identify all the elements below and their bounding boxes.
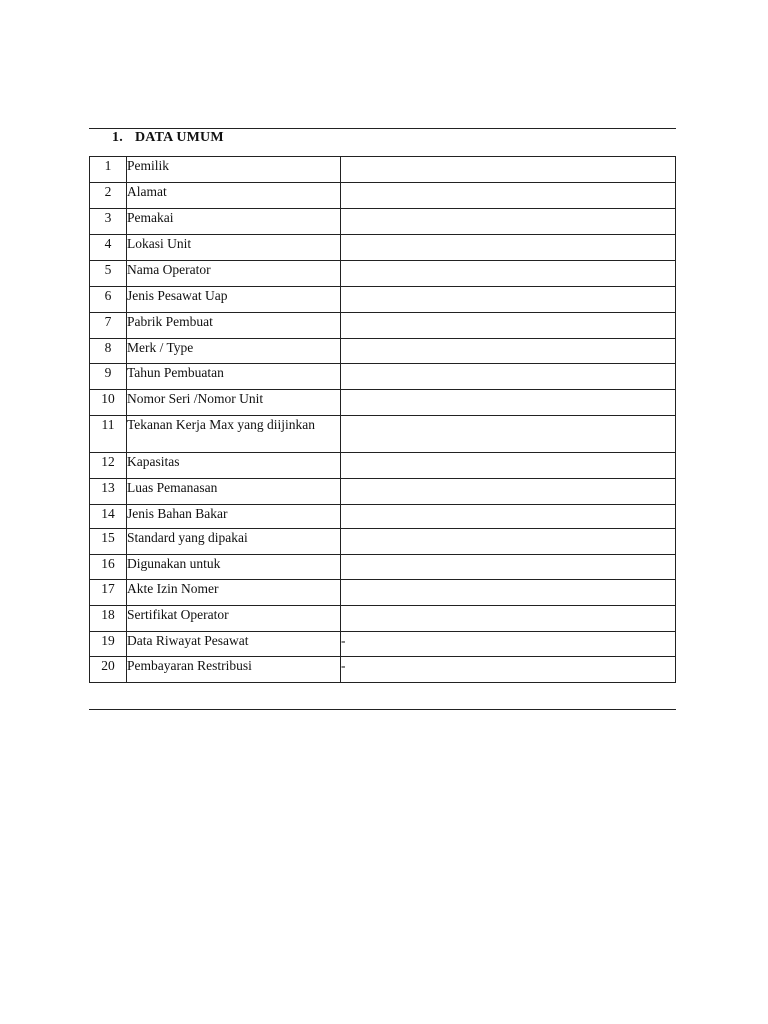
row-label: Pabrik Pembuat [127,313,341,339]
table-row [90,453,676,479]
row-value [341,183,676,209]
row-label: Akte Izin Nomer [127,580,341,606]
top-divider [89,128,676,129]
row-value [341,235,676,261]
row-value [341,287,676,313]
table-row [90,287,676,313]
table-row [90,157,676,183]
row-label: Data Riwayat Pesawat [127,632,341,657]
row-label: Pembayaran Restribusi [127,657,341,683]
bottom-divider [89,709,676,710]
row-number: 10 [90,390,127,416]
row-label: Standard yang dipakai [127,529,341,555]
row-number: 3 [90,209,127,235]
table-body [90,157,676,683]
row-label: Jenis Pesawat Uap [127,287,341,313]
section-number: 1. [112,130,123,145]
row-value: - [341,657,676,683]
row-number: 14 [90,505,127,529]
row-number: 8 [90,339,127,364]
table-row [90,580,676,606]
row-label: Merk / Type [127,339,341,364]
row-value [341,313,676,339]
table-row [90,261,676,287]
table-row [90,606,676,632]
row-number: 9 [90,364,127,390]
row-label: Pemakai [127,209,341,235]
row-value [341,416,676,453]
row-value [341,453,676,479]
table-row [90,657,676,683]
row-number: 4 [90,235,127,261]
row-label: Sertifikat Operator [127,606,341,632]
row-number: 12 [90,453,127,479]
row-value [341,209,676,235]
row-number: 6 [90,287,127,313]
row-label: Pemilik [127,157,341,183]
row-value [341,606,676,632]
row-label: Kapasitas [127,453,341,479]
table-row [90,209,676,235]
table-row [90,416,676,453]
row-value [341,580,676,606]
table-row [90,183,676,209]
row-value [341,364,676,390]
table-row [90,235,676,261]
row-label: Lokasi Unit [127,235,341,261]
section-heading [112,130,224,146]
row-label: Jenis Bahan Bakar [127,505,341,529]
row-number: 20 [90,657,127,683]
table-row [90,339,676,364]
row-label: Luas Pemanasan [127,479,341,505]
row-number: 11 [90,416,127,453]
table-row [90,632,676,657]
table-row [90,555,676,580]
row-label: Tekanan Kerja Max yang diijinkan [127,416,341,453]
row-number: 17 [90,580,127,606]
table-row [90,364,676,390]
row-label: Nomor Seri /Nomor Unit [127,390,341,416]
row-value [341,261,676,287]
row-value [341,529,676,555]
table-row [90,313,676,339]
row-number: 7 [90,313,127,339]
table-row [90,390,676,416]
row-value [341,479,676,505]
row-label: Digunakan untuk [127,555,341,580]
row-label: Alamat [127,183,341,209]
row-label: Tahun Pembuatan [127,364,341,390]
table-row [90,479,676,505]
row-value [341,555,676,580]
row-value [341,157,676,183]
row-value [341,505,676,529]
row-number: 15 [90,529,127,555]
row-number: 13 [90,479,127,505]
section-title: DATA UMUM [135,130,224,145]
general-data-table [89,156,676,683]
table-row [90,529,676,555]
table-row [90,505,676,529]
row-number: 2 [90,183,127,209]
row-label: Nama Operator [127,261,341,287]
row-number: 18 [90,606,127,632]
row-number: 16 [90,555,127,580]
row-value [341,390,676,416]
row-number: 1 [90,157,127,183]
row-value [341,339,676,364]
row-number: 5 [90,261,127,287]
row-number: 19 [90,632,127,657]
row-value: - [341,632,676,657]
